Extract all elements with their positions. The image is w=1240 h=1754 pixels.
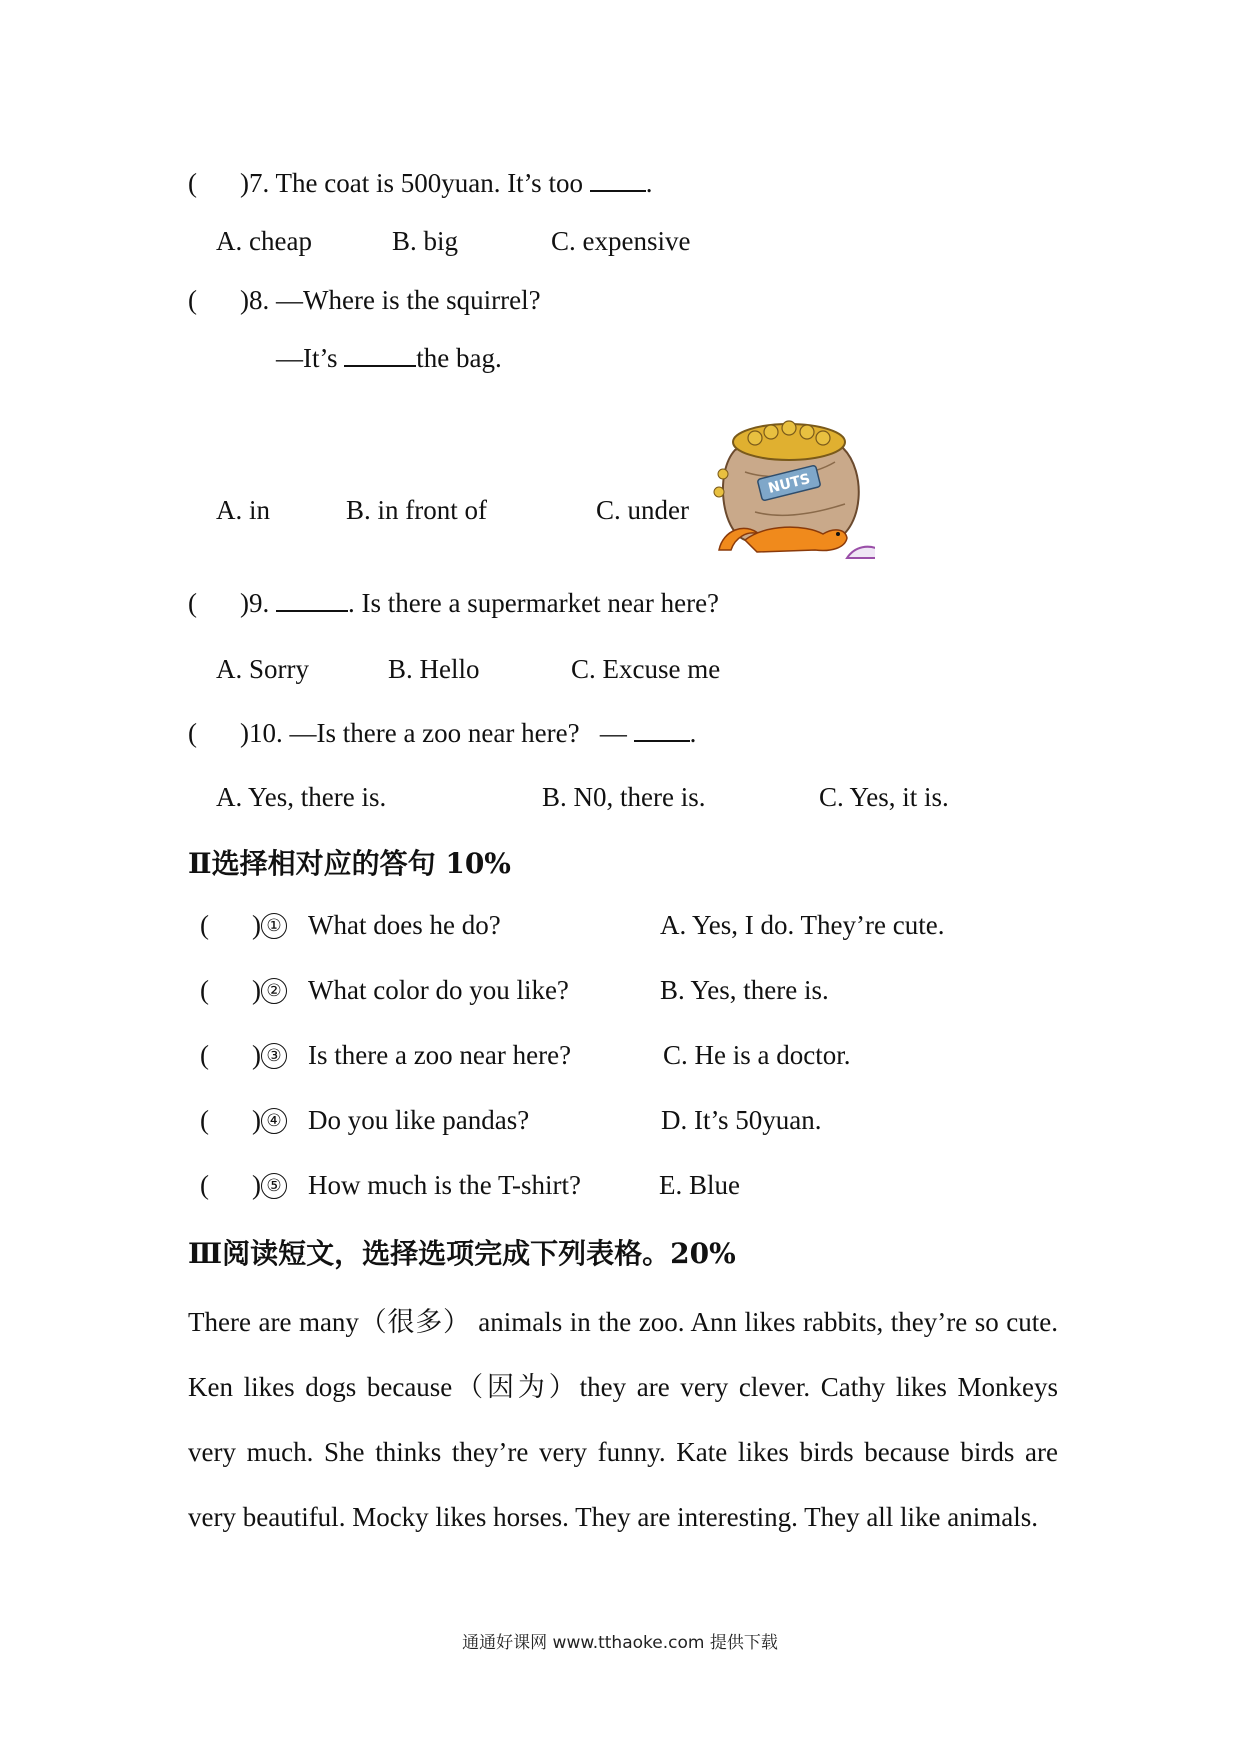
answer-blank[interactable] xyxy=(590,186,646,192)
q8-option-b: B. in front of xyxy=(346,495,487,525)
match-row-2: ( ) ② What color do you like? B. Yes, there is. xyxy=(200,975,829,1005)
q8-option-c: C. under xyxy=(596,495,689,525)
q9-option-c: C. Excuse me xyxy=(571,654,721,684)
answer-paren: ( xyxy=(200,910,209,940)
q10-option-c: C. Yes, it is. xyxy=(819,782,949,812)
match-row-5: ( ) ⑤ How much is the T-shirt? E. Blue xyxy=(200,1170,740,1200)
match-row-1: ( ) ① What does he do? A. Yes, I do. They’re cute. xyxy=(200,910,945,940)
answer-blank[interactable] xyxy=(634,736,690,742)
number-circle-3: ③ xyxy=(261,1043,287,1069)
number-circle-2: ② xyxy=(261,978,287,1004)
q7-option-a: A. cheap xyxy=(216,226,312,256)
match-question: What does he do? xyxy=(308,910,501,940)
reading-passage: There are many（很多） animals in the zoo. Ann likes rabbits, they’re so cute. Ken likes dogs because（因为）they are very clever. Cathy likes Monkeys very much. She thinks they’re very funny. Kate likes birds because birds are very beautiful. Mocky likes horses. They are interesting. They all like animals. xyxy=(188,1307,1058,1532)
match-answer: C. He is a doctor. xyxy=(663,1040,851,1070)
number-circle-5: ⑤ xyxy=(261,1173,287,1199)
answer-blank[interactable] xyxy=(276,606,348,612)
match-question: What color do you like? xyxy=(308,975,569,1005)
squirrel-under-nut-bag-illustration xyxy=(705,412,875,560)
answer-paren: ( xyxy=(200,1170,209,1200)
answer-paren: ( xyxy=(188,588,197,618)
q8-option-a: A. in xyxy=(216,495,270,525)
number-circle-1: ① xyxy=(261,913,287,939)
number-circle-4: ④ xyxy=(261,1108,287,1134)
q9-option-a: A. Sorry xyxy=(216,654,309,684)
answer-blank[interactable] xyxy=(344,361,416,367)
q10-option-a: A. Yes, there is. xyxy=(216,782,387,812)
answer-paren: ( xyxy=(188,285,197,315)
question-9-stem: )9. . Is there a supermarket near here? xyxy=(240,588,720,618)
answer-paren: ( xyxy=(188,718,197,748)
match-answer: D. It’s 50yuan. xyxy=(661,1105,822,1135)
match-question: How much is the T-shirt? xyxy=(308,1170,581,1200)
match-row-3: ( ) ③ Is there a zoo near here? C. He is a doctor. xyxy=(200,1040,851,1070)
question-10-stem: )10. —Is there a zoo near here? — . xyxy=(240,718,697,748)
section-2-title: Ⅱ选择相对应的答句 10% xyxy=(188,847,511,880)
question-7-stem: )7. The coat is 500yuan. It’s too . xyxy=(240,168,653,198)
q7-option-b: B. big xyxy=(392,226,459,256)
match-question: Is there a zoo near here? xyxy=(308,1040,572,1070)
answer-paren: ( xyxy=(188,168,197,198)
q7-option-c: C. expensive xyxy=(551,226,691,256)
q10-option-b: B. N0, there is. xyxy=(542,782,706,812)
match-question: Do you like pandas? xyxy=(308,1105,530,1135)
answer-paren: ( xyxy=(200,1105,209,1135)
question-8-answer-line: —It’s the bag. xyxy=(276,343,502,373)
match-answer: E. Blue xyxy=(659,1170,740,1200)
answer-paren: ( xyxy=(200,975,209,1005)
question-8 xyxy=(188,283,541,317)
match-row-4: ( ) ④ Do you like pandas? D. It’s 50yuan. xyxy=(200,1105,822,1135)
question-10 xyxy=(188,716,697,750)
match-answer: B. Yes, there is. xyxy=(660,975,829,1005)
question-8-stem: )8. —Where is the squirrel? xyxy=(240,285,541,315)
section-3-title: Ⅲ阅读短文，选择选项完成下列表格。20% xyxy=(188,1237,736,1270)
footer-credit: 通通好课网 www.tthaoke.com 提供下载 xyxy=(462,1633,778,1653)
match-answer: A. Yes, I do. They’re cute. xyxy=(660,910,945,940)
answer-paren: ( xyxy=(200,1040,209,1070)
nuts-label: NUTS xyxy=(766,471,812,497)
q9-option-b: B. Hello xyxy=(388,654,480,684)
question-9 xyxy=(188,586,720,620)
question-7 xyxy=(188,166,653,200)
